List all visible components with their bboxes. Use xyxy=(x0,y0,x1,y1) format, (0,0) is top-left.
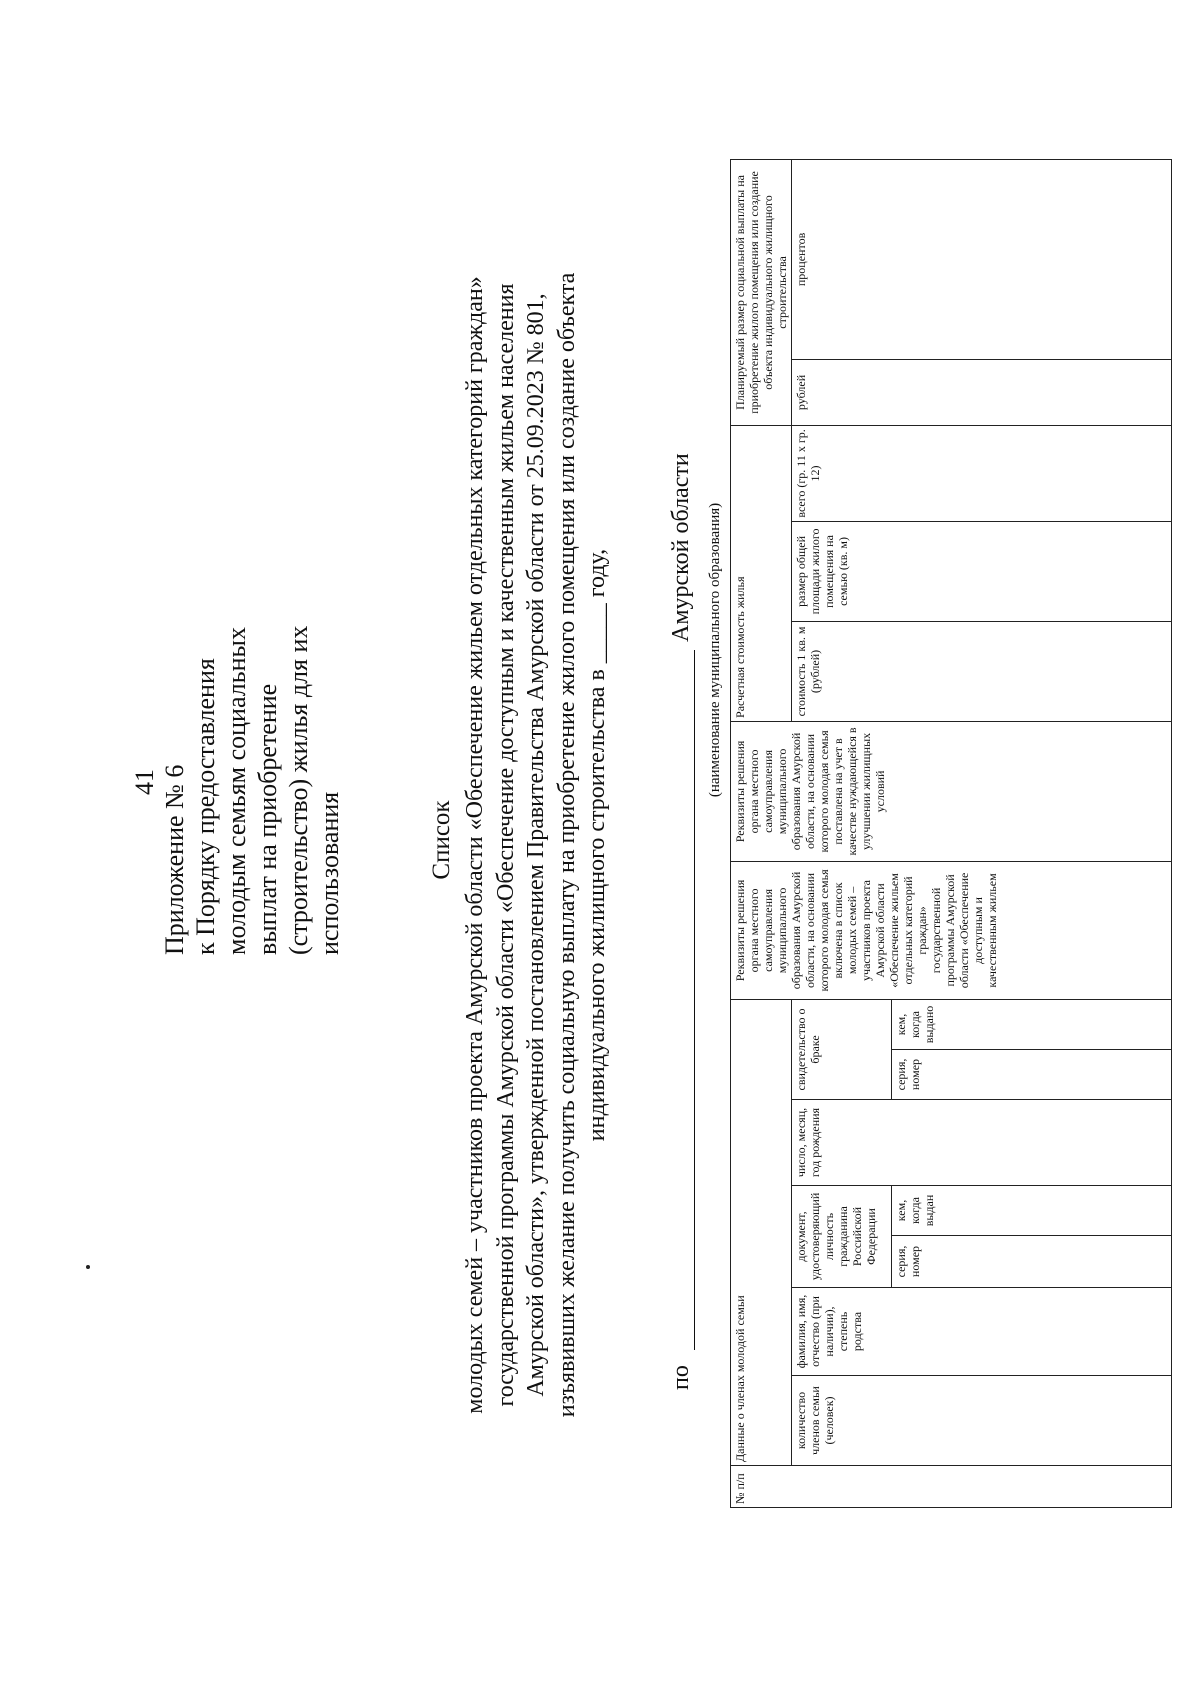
header-estimated-cost: Расчетная стоимость жилья xyxy=(731,425,792,721)
header-percent: процентов xyxy=(792,159,1172,359)
header-rubles: рублей xyxy=(792,359,1172,425)
header-total: всего (гр. 11 х гр. 12) xyxy=(792,425,1172,521)
document-subtitle xyxy=(460,165,613,1525)
header-planned-payment: Планируемый размер социальной выплаты на приобретение жилого помещения или создание объекта индивидуального жилищного строительства xyxy=(731,159,792,425)
subtitle-line: изъявивших желание получить социальную выплату на приобретение жилого помещения или создание объекта xyxy=(553,272,580,1418)
subtitle-line: государственной программы Амурской области «Обеспечение доступным и качественным жильем населения xyxy=(492,283,519,1407)
appendix-line: Приложение № 6 xyxy=(160,764,189,955)
header-marriage-issued: кем, когда выдано xyxy=(892,999,1172,1049)
header-family-data: Данные о членах молодой семьи xyxy=(731,999,792,1465)
subtitle-line: молодых семей – участников проекта Амурской области «Обеспечение жильем отдельных категорий граждан» xyxy=(462,276,488,1414)
appendix-line: (строительство) жилья для их xyxy=(284,625,313,955)
header-members-count: количество членов семьи (человек) xyxy=(792,1376,1172,1466)
document-title: Список xyxy=(428,800,455,880)
header-id-issued: кем, когда выдан xyxy=(892,1186,1172,1236)
appendix-line: к Порядку предоставления xyxy=(191,658,220,955)
appendix-line: выплат на приобретение xyxy=(253,683,282,955)
municipality-blank xyxy=(694,650,695,1350)
header-area-size: размер общей площади жилого помещения на семью (кв. м) xyxy=(792,521,1172,621)
subtitle-line: Амурской области», утвержденной постановлением Правительства Амурской области от 25.09.2023 № 801, xyxy=(523,293,549,1397)
header-birth-date: число, месяц, год рождения xyxy=(792,1100,1172,1186)
subtitle-line: индивидуального жилищного строительства в _____ году, xyxy=(584,548,610,1142)
header-id-document: документ, удостоверяющий личность гражданина Российской Федерации xyxy=(792,1186,892,1288)
appendix-line: использования xyxy=(315,791,344,955)
header-num: № п/п xyxy=(731,1466,1172,1508)
municipality-region: Амурской области xyxy=(668,453,694,642)
header-marriage-cert: свидетельство о браке xyxy=(792,999,892,1099)
rotated-page xyxy=(30,15,1180,1665)
header-id-series: серия, номер xyxy=(892,1236,1172,1288)
header-decision-list: Реквизиты решения органа местного самоуправления муниципального образования Амурской области, на основании которого молодая семья включена в список молодых семей – участников проекта Амурской области «Обеспечение жильем отдельных категорий граждан» государственной программы Амурской области «Обеспечение доступным и качественным жильем xyxy=(731,861,1172,999)
page-number: 41 xyxy=(130,769,159,795)
municipality-line xyxy=(668,250,700,1390)
municipality-prefix: по xyxy=(668,1365,694,1390)
header-cost-per-m2: стоимость 1 кв. м (рублей) xyxy=(792,621,1172,721)
scan-dot xyxy=(86,1265,90,1269)
families-table xyxy=(730,160,1150,1508)
header-decision-registration: Реквизиты решения органа местного самоуправления муниципального образования Амурской области, на основании которого молодая семья поставлена на учет в качестве нуждающейся в улучшении жилищных условий xyxy=(731,721,1172,861)
header-full-name: фамилия, имя, отчество (при наличии), степень родства xyxy=(792,1288,1172,1376)
header-marriage-series: серия, номер xyxy=(892,1050,1172,1100)
appendix-header xyxy=(159,525,345,955)
appendix-line: молодым семьям социальных xyxy=(222,627,251,955)
municipality-caption: (наименование муниципального образования) xyxy=(707,502,723,798)
